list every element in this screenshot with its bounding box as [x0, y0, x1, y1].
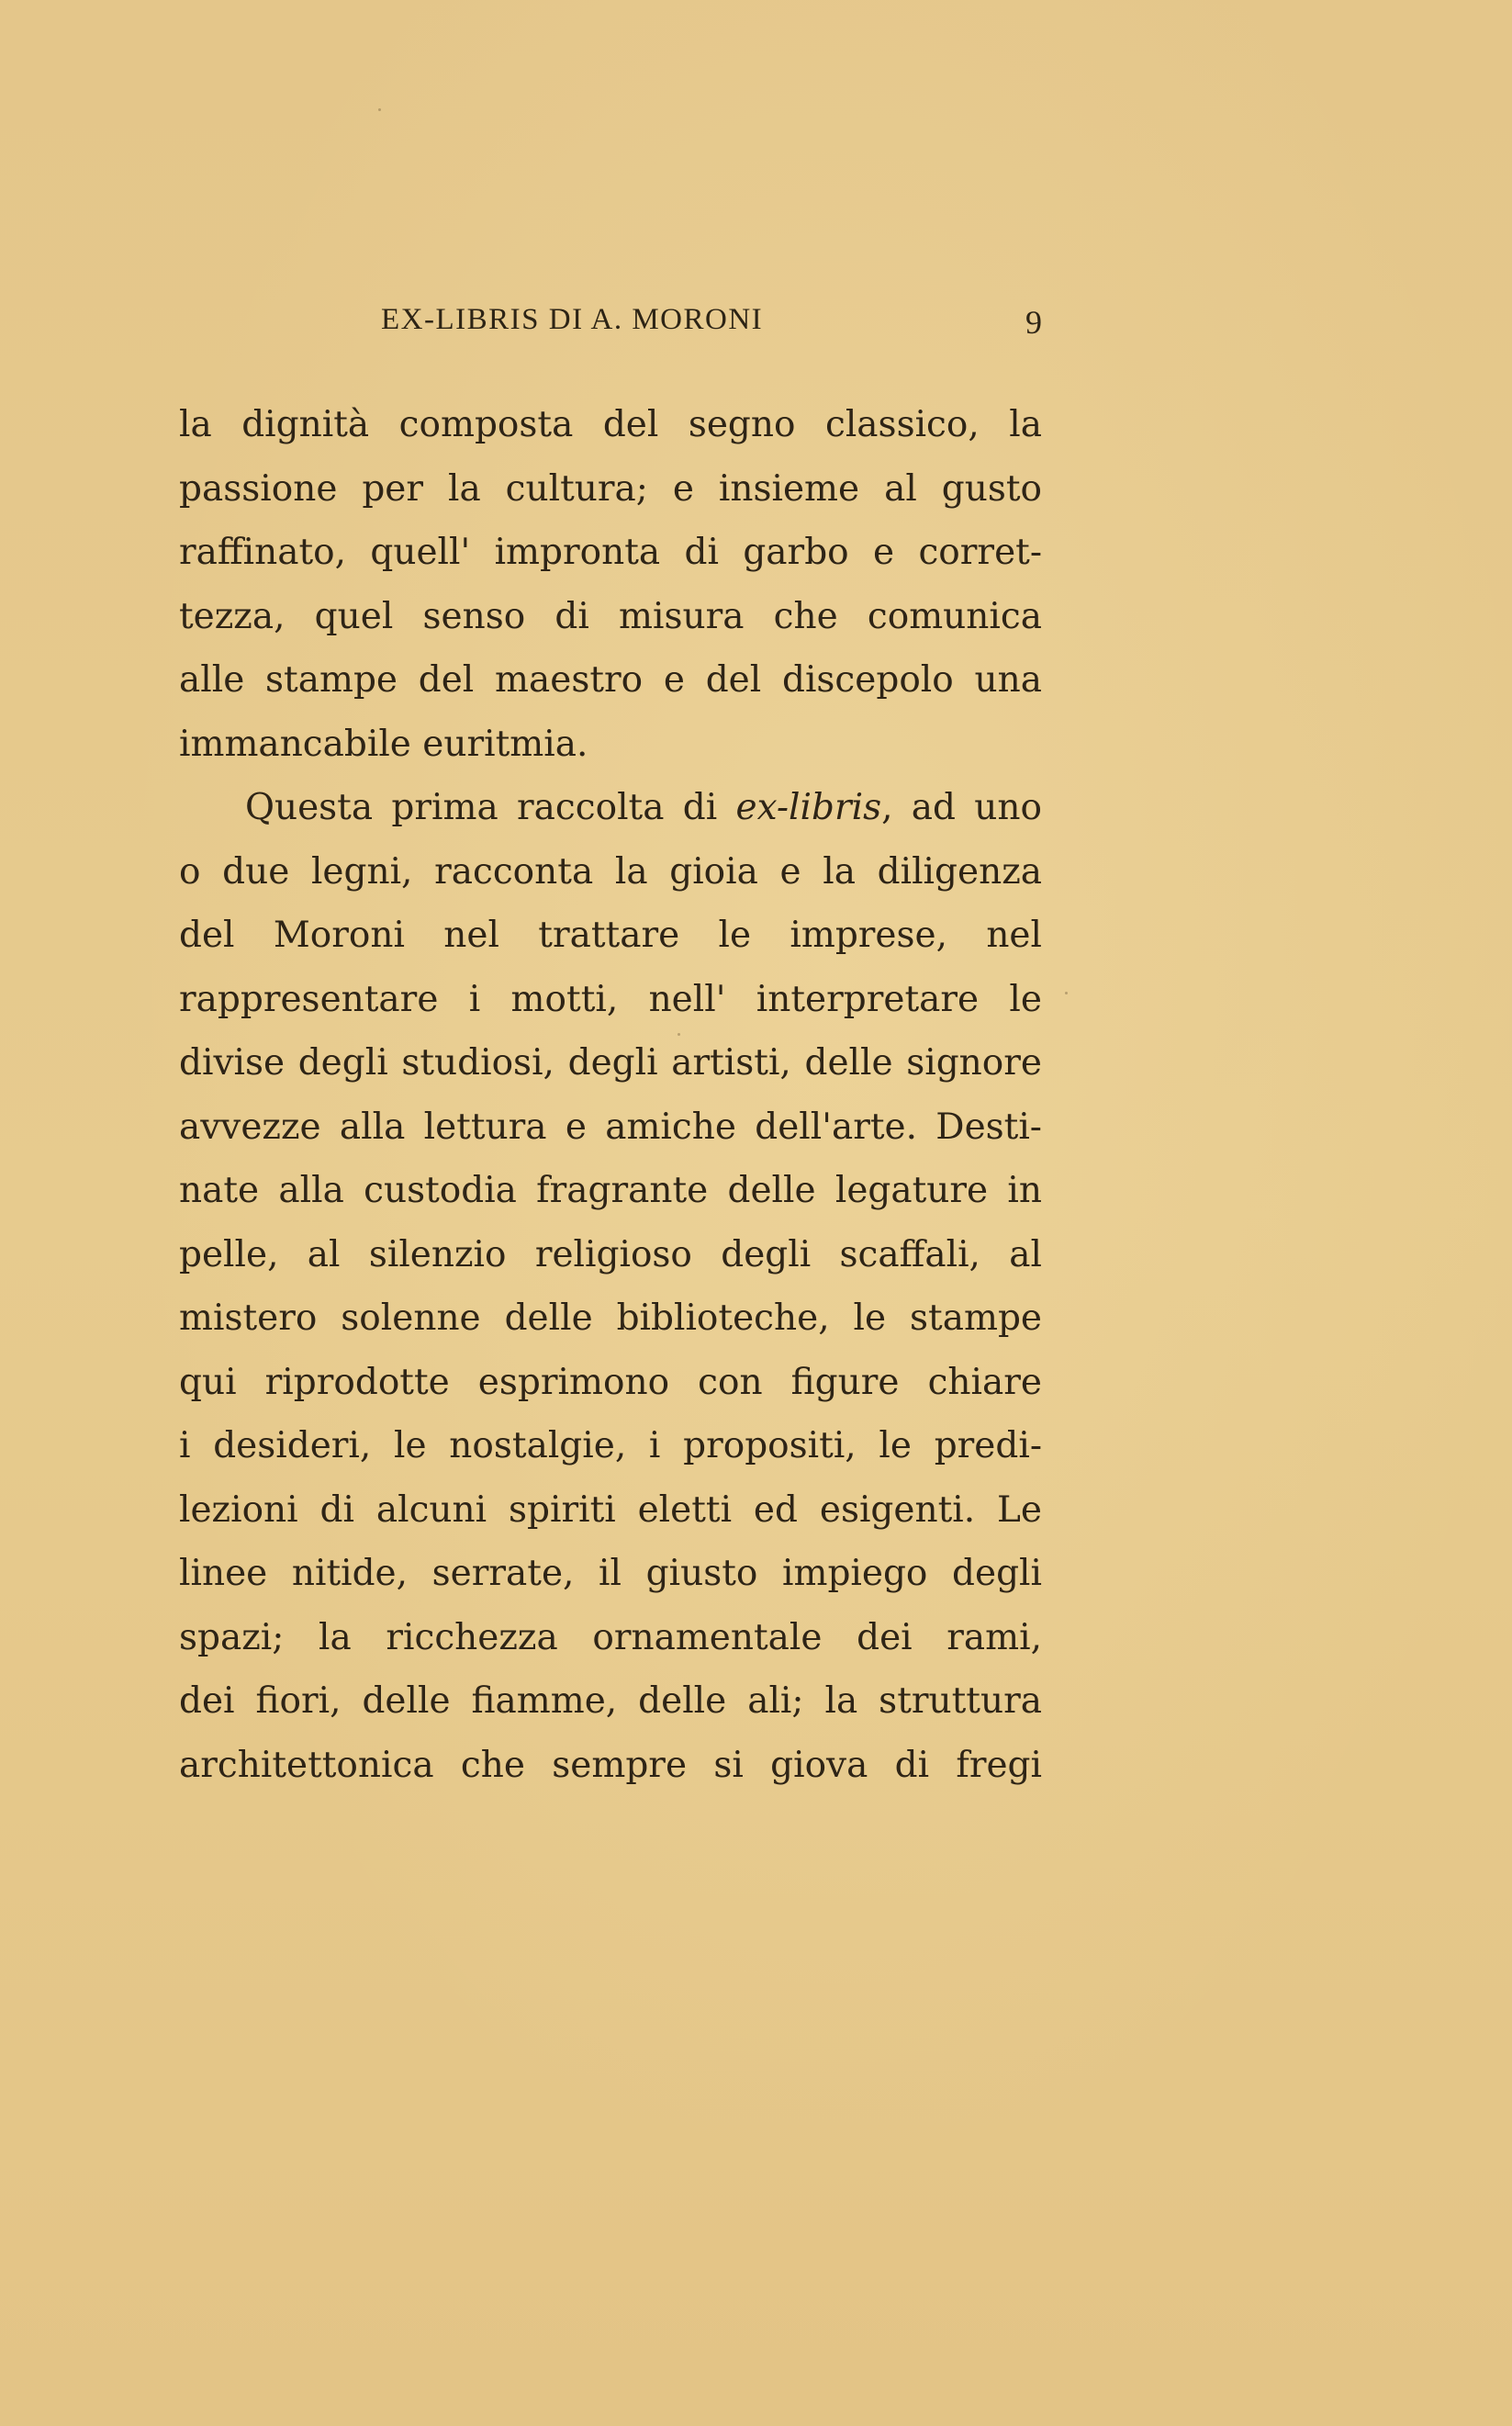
text-line: o due legni, racconta la gioia e la diligenza	[179, 850, 1042, 893]
text-line: alle stampe del maestro e del discepolo una	[179, 659, 1042, 701]
paragraph-1	[179, 393, 1042, 776]
text-line-first	[179, 776, 1042, 840]
running-head	[179, 303, 1042, 349]
text-line: tezza, quel senso di misura che comunica	[179, 595, 1042, 637]
text-line: dei fiori, delle fiamme, delle ali; la struttura	[179, 1680, 1042, 1722]
text-line: la dignità composta del segno classico, la	[179, 404, 1042, 445]
page-number: 9	[1025, 304, 1042, 341]
text-line: mistero solenne delle biblioteche, le stampe	[179, 1297, 1042, 1339]
text-run: , ad uno	[881, 787, 1042, 828]
text-line: nate alla custodia fragrante delle legature in	[179, 1170, 1042, 1211]
paper-fleck	[1065, 992, 1068, 994]
italic-term: ex-libris	[735, 787, 882, 828]
text-line: passione per la cultura; e insieme al gusto	[179, 467, 1042, 510]
text-line: divise degli studiosi, degli artisti, delle signore	[179, 1042, 1042, 1084]
text-line: immancabile euritmia.	[179, 723, 588, 765]
text-line: qui riprodotte esprimono con figure chiare	[179, 1361, 1042, 1403]
text-line: avvezze alla lettura e amiche dell'arte. Desti-	[179, 1106, 1042, 1148]
paper-fleck	[378, 108, 381, 111]
text-line: raffinato, quell' impronta di garbo e corret-	[179, 532, 1042, 573]
text-line: i desideri, le nostalgie, i propositi, le predi-	[179, 1425, 1042, 1466]
text-line: architettonica che sempre si giova di fregi	[179, 1744, 1042, 1786]
paragraph-2	[179, 776, 1042, 1797]
body-text	[179, 393, 1042, 1797]
text-run: Questa prima raccolta di	[245, 787, 736, 828]
text-line: linee nitide, serrate, il giusto impiego degli	[179, 1553, 1042, 1594]
text-line: rappresentare i motti, nell' interpretare le	[179, 978, 1042, 1020]
text-line: del Moroni nel trattare le imprese, nel	[179, 915, 1042, 956]
text-line: spazi; la ricchezza ornamentale dei rami,	[179, 1616, 1042, 1658]
text-line: lezioni di alcuni spiriti eletti ed esigenti. Le	[179, 1488, 1042, 1531]
running-title: EX-LIBRIS DI A. MORONI	[381, 303, 764, 336]
text-line: pelle, al silenzio religioso degli scaffali, al	[179, 1233, 1042, 1275]
